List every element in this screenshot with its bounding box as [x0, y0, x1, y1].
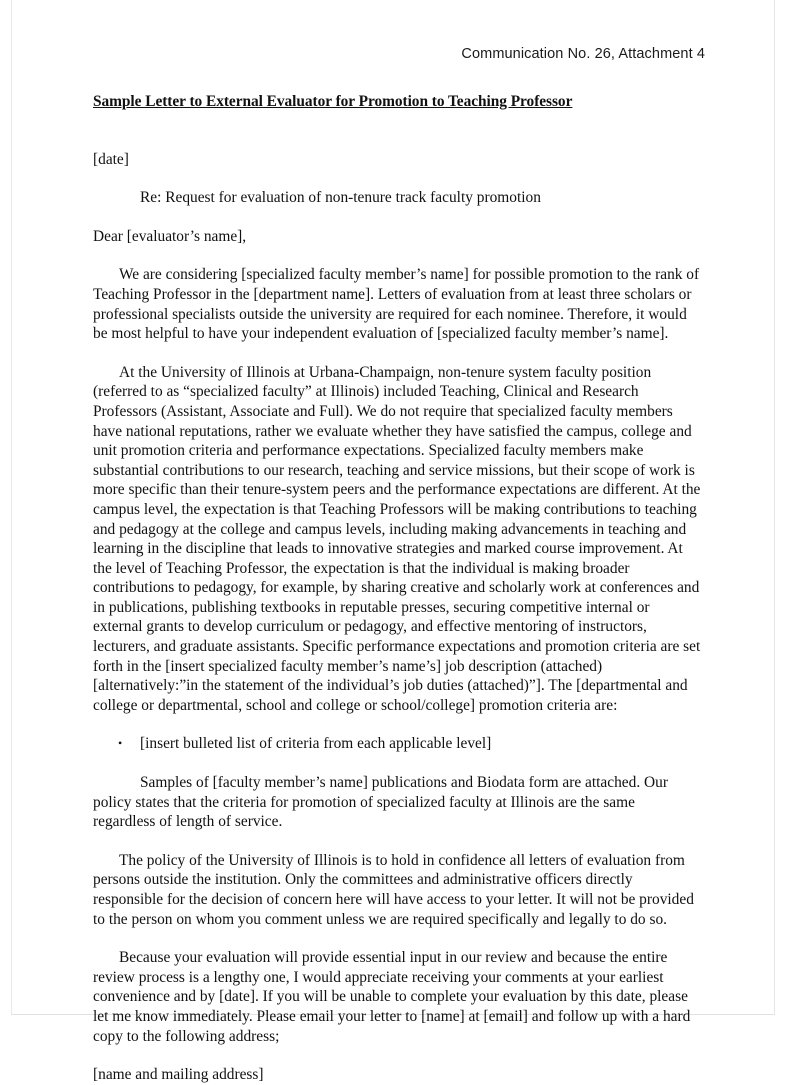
page-title: Sample Letter to External Evaluator for Promotion to Teaching Professor	[93, 93, 573, 110]
letter-body	[93, 92, 701, 1085]
running-header: Communication No. 26, Attachment 4	[461, 46, 705, 62]
list-item-label: [insert bulleted list of criteria from each applicable level]	[140, 735, 492, 753]
body-paragraph-2: At the University of Illinois at Urbana-Champaign, non-tenure system faculty position (referred to as “specialized faculty” at Illinois) included Teaching, Clinical and Research Professors (Assistant, Associate and Full). We do not require that specialized faculty members have national reputations, rather we evaluate whether they have satisfied the campus, college and unit promotion criteria and performance expectations. Specialized faculty members make substantial contributions to our research, teaching and service missions, but their scope of work is more specific than their tenure-system peers and the performance expectations are different. At the campus level, the expectation is that Teaching Professors will be making contributions to teaching and pedagogy at the college and campus levels, including making advancements in teaching and learning in the discipline that leads to innovative strategies and marked course improvement. At the level of Teaching Professor, the expectation is that the individual is making broader contributions to pedagogy, for example, by sharing creative and scholarly work at conferences and in publications, publishing textbooks in reputable presses, securing competitive internal or external grants to develop curriculum or pedagogy, and effective mentoring of instructors, lecturers, and graduate assistants. Specific performance expectations and promotion criteria are set forth in the [insert specialized faculty member’s name’s] job description (attached) [alternatively:”in the statement of the individual’s job duties (attached)”]. The [departmental and college or departmental, school and college or school/college] promotion criteria are:	[93, 363, 701, 714]
spacer	[93, 929, 701, 948]
spacer	[93, 715, 701, 734]
spacer	[93, 246, 701, 265]
body-paragraph-4: The policy of the University of Illinois is to hold in confidence all letters of evaluation from persons outside the institution. Only the committees and administrative officers directly responsible for the decision of concern here will have access to your letter. It will not be provided to the person on whom you comment unless we are required specifically and legally to do so.	[93, 851, 694, 928]
criteria-bullet-list	[93, 734, 701, 754]
closing-address-placeholder: [name and mailing address]	[93, 1066, 264, 1084]
body-paragraph-1: We are considering [specialized faculty member’s name] for possible promotion to the rank of Teaching Professor in the [department name]. Letters of evaluation from at least three scholars or professional specialists outside the university are required for each nominee. Therefore, it would be most helpful to have your independent evaluation of [specialized faculty member’s name].	[93, 266, 700, 343]
list-item	[93, 734, 701, 754]
subject-line: Re: Request for evaluation of non-tenure track faculty promotion	[140, 189, 541, 207]
spacer	[93, 832, 701, 851]
spacer	[93, 169, 701, 188]
date-placeholder: [date]	[93, 150, 129, 168]
spacer	[93, 754, 701, 773]
body-paragraph-5: Because your evaluation will provide essential input in our review and because the entire review process is a lengthy one, I would appreciate receiving your comments at your earliest convenience and by [date]. If you will be unable to complete your evaluation by this date, please let me know immediately. Please email your letter to [name] at [email] and follow up with a hard copy to the following address;	[93, 949, 691, 1045]
spacer	[93, 208, 701, 227]
spacer	[93, 1046, 701, 1065]
body-paragraph-3: Samples of [faculty member’s name] publications and Biodata form are attached. Our policy states that the criteria for promotion of specialized faculty at Illinois are the same regardless of length of service.	[93, 774, 668, 831]
spacer	[93, 344, 701, 363]
bullet-icon: •	[118, 735, 123, 750]
salutation: Dear [evaluator’s name],	[93, 227, 247, 245]
document-page	[11, 0, 775, 1084]
spacer	[93, 112, 701, 150]
